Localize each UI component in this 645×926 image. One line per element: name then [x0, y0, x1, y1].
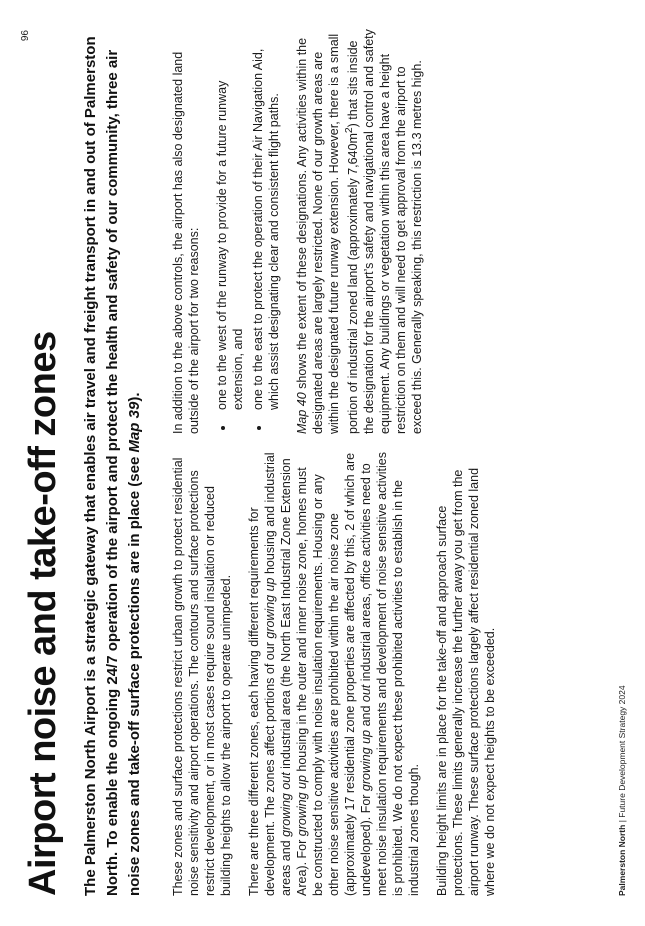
emphasis: growing up — [359, 729, 373, 792]
left-paragraph-3: Building height limits are in place for the take-off and approach surface protections. These limits generally increase the further away you get from the airport runway. These surface protections largely affect residential zoned land where we do not expect heights to be exceeded. — [435, 467, 497, 896]
left-paragraph-2 — [246, 452, 422, 896]
text-run: shows the extent of these designations. Any activities within the designated areas are largely restricted. None of our growth areas are within the designated future runway extension. However, there is a small portion of industrial zoned land (approximately 7,640m — [295, 33, 361, 434]
footer-org: Palmerston North — [617, 824, 627, 896]
map-reference: Map 40 — [295, 392, 309, 434]
text-run: housing and industrial areas and — [263, 452, 293, 896]
emphasis: growing out — [279, 772, 293, 837]
emphasis: out — [359, 684, 373, 703]
page-number: 96 — [20, 30, 31, 42]
text-run: and — [359, 702, 373, 730]
right-paragraph-1: In addition to the above controls, the airport has also designated land outside of the airport for two reasons: — [171, 51, 201, 434]
list-item: • one to the west of the runway to provide for a future runway extension, and — [214, 29, 246, 416]
intro-text: The Palmerston North Airport is a strategic gateway that enables air travel and freight transport in and out of Palmerston North. To enable the ongoing 24/7 operation of the airport and protect the health and safety of our community, three air noise zones and take-off surface protections are in place (see — [82, 36, 143, 896]
intro-map-ref: Map 39 — [126, 401, 143, 453]
superscript: 2 — [344, 127, 355, 134]
footer-separator: | — [617, 817, 627, 825]
page-title: Airport noise and take-off zones — [22, 331, 64, 896]
text-run: ) that sits inside the designation for the airport’s safety and navigational control and safety equipment. Any buildings or vegetation within this area have a height restriction on them and will need to get approval from the airport to exceed this. Generally speaking, this restriction is 13.3 metres high. — [346, 29, 425, 434]
footer-doc-title: Future Development Strategy 2024 — [617, 685, 627, 818]
designation-list — [214, 29, 282, 434]
left-paragraph-1: These zones and surface protections restrict urban growth to protect residential noise sensitivity and airport operations. The contours and surface protections restrict development, or in most cases require sound insulation or reduced building heights to allow the airport to operate unimpeded. — [171, 457, 233, 896]
text-run: There are three different zones, each having different requirements for development. The zones affect portions of our — [247, 507, 277, 896]
left-column — [170, 452, 510, 896]
intro-paragraph — [80, 30, 146, 896]
right-column — [170, 29, 437, 434]
right-paragraph-2 — [294, 29, 425, 434]
text-run: housing in the outer and inner noise zone, homes must be constructed to comply with noise insulation requirements. Housing or any other noise sensitive activities are prohibited within the air noise zone (approximately 17 residential zone properties are affected by this, 2 of which are undeveloped). For — [295, 452, 373, 896]
text-run: industrial areas, office activities need to meet noise insulation requirements and development of noise sensitive activities is prohibited. We do not expect these prohibited activities to establish in the industrial zones though. — [359, 452, 421, 896]
text-run: industrial area (the North East Industrial Zone Extension Area). For — [279, 458, 309, 896]
intro-text-end: ). — [126, 392, 143, 402]
footer — [617, 685, 627, 896]
list-item: • one to the east to protect the operation of their Air Navigation Aid, which assist designating clear and consistent flight paths. — [250, 29, 282, 416]
emphasis: growing up — [295, 775, 309, 837]
emphasis: growing up — [263, 577, 277, 639]
